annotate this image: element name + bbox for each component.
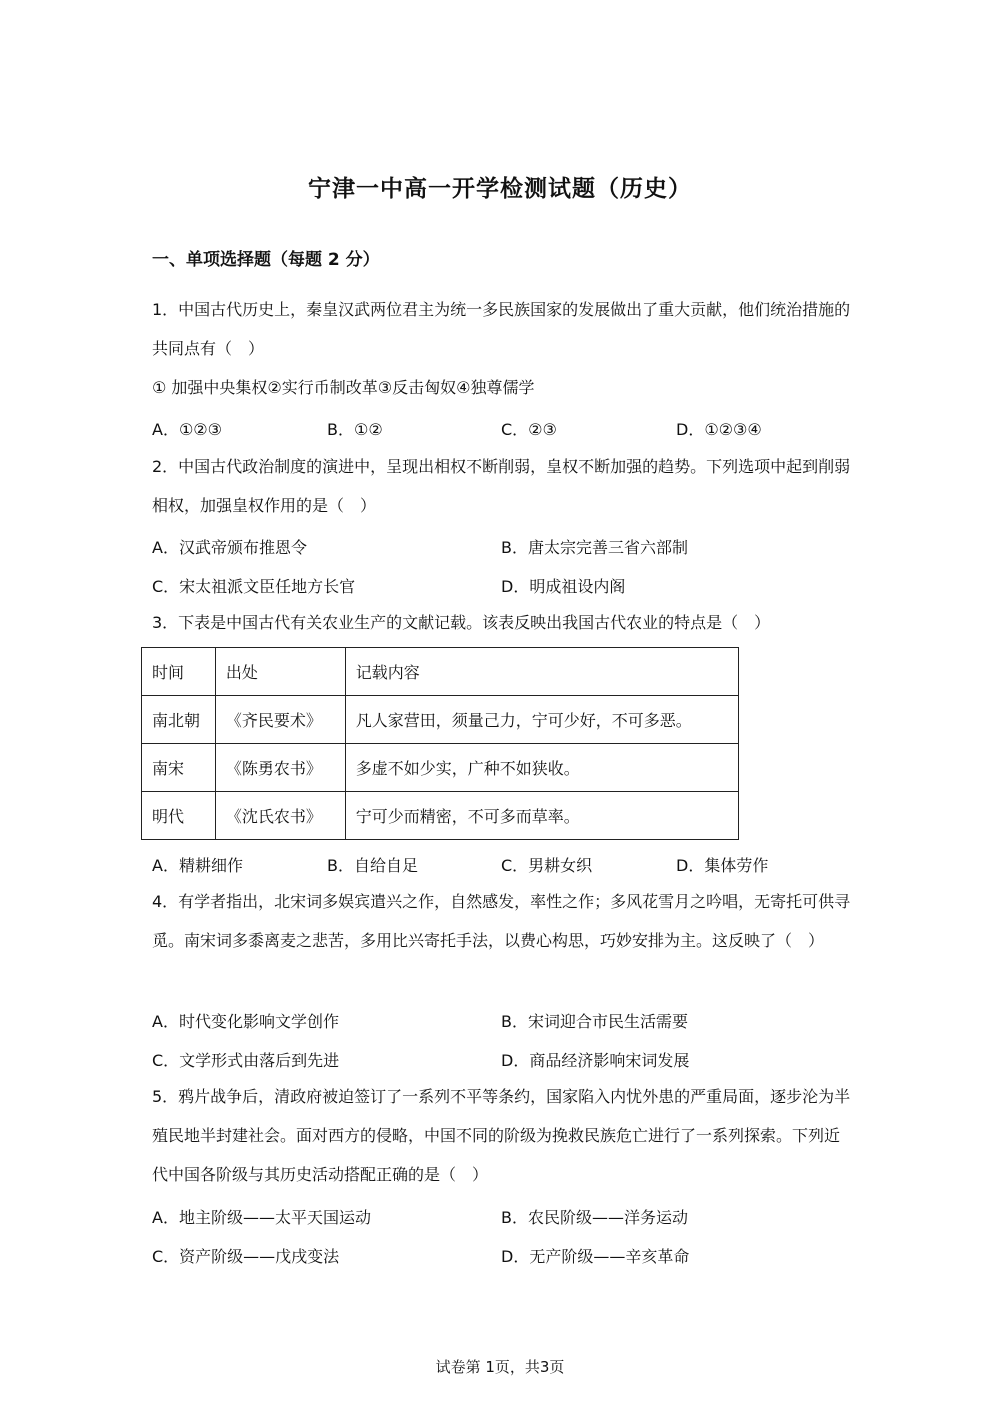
option-d[interactable]: D．集体劳作 [676,856,769,875]
option-b[interactable]: B．自给自足 [327,856,418,875]
page-footer: 试卷第 1页，共3页 [435,1358,565,1376]
table-cell: 南北朝 [142,696,216,744]
page-title: 宁津一中高一开学检测试题（历史） [308,176,692,202]
option-a[interactable]: A．地主阶级——太平天国运动 [152,1208,371,1227]
option-b[interactable]: B．唐太宗完善三省六部制 [501,538,688,557]
table-cell: 凡人家营田，须量己力，宁可少好，不可多恶。 [345,696,738,744]
table-header: 时间 [142,648,216,696]
question-4-options-row-1 [152,1009,852,1039]
question-3-stem: 3．下表是中国古代有关农业生产的文献记载。该表反映出我国古代农业的特点是（ ） [152,613,771,632]
table-row [142,744,739,792]
option-a[interactable]: A．精耕细作 [152,856,243,875]
question-5-options-row-2 [152,1244,852,1274]
table-cell: 《沈氏农书》 [215,792,345,840]
table-header-row [142,648,739,696]
question-5-stem: 5．鸦片战争后，清政府被迫签订了一系列不平等条约，国家陷入内忧外患的严重局面，逐步沦为半殖民地半封建社会。面对西方的侵略，中国不同的阶级为挽救民族危亡进行了一系列探索。下列近代中国各阶级与其历史活动搭配正确的是（ ） [152,1087,851,1184]
question-4-stem: 4．有学者指出，北宋词多娱宾遣兴之作，自然感发，率性之作；多风花雪月之吟唱，无寄托可供寻觅。南宋词多黍离麦之悲苦，多用比兴寄托手法，以费心构思，巧妙安排为主。这反映了（ ） [152,892,851,950]
question-5-options-row-1 [152,1205,852,1235]
question-1-stem: 1．中国古代历史上，秦皇汉武两位君主为统一多民族国家的发展做出了重大贡献，他们统治措施的共同点有（ ） [152,300,851,358]
question-3-options [152,853,852,883]
option-a[interactable]: A．汉武帝颁布推恩令 [152,538,307,557]
option-d[interactable]: D．商品经济影响宋词发展 [501,1051,690,1070]
question-2-options-row-2 [152,574,852,604]
question-1-options [152,417,852,447]
question-2-options-row-1 [152,535,852,565]
table-cell: 多虚不如少实，广种不如狭收。 [345,744,738,792]
option-c[interactable]: C．资产阶级——戊戌变法 [152,1247,340,1266]
option-a[interactable]: A．①②③ [152,420,222,439]
option-a[interactable]: A．时代变化影响文学创作 [152,1012,339,1031]
question-2-stem: 2．中国古代政治制度的演进中，呈现出相权不断削弱，皇权不断加强的趋势。下列选项中起到削弱相权，加强皇权作用的是（ ） [152,457,851,515]
table-header: 出处 [215,648,345,696]
option-d[interactable]: D．无产阶级——辛亥革命 [501,1247,690,1266]
option-c[interactable]: C．文学形式由落后到先进 [152,1051,340,1070]
option-d[interactable]: D．明成祖设内阁 [501,577,626,596]
table-cell: 南宋 [142,744,216,792]
table-row [142,696,739,744]
table-header: 记载内容 [345,648,738,696]
table-cell: 宁可少而精密，不可多而草率。 [345,792,738,840]
table-cell: 《齐民要术》 [215,696,345,744]
option-c[interactable]: C．宋太祖派文臣任地方长官 [152,577,356,596]
option-b[interactable]: B．①② [327,420,383,439]
table-cell: 《陈勇农书》 [215,744,345,792]
option-c[interactable]: C．男耕女织 [501,856,593,875]
option-b[interactable]: B．宋词迎合市民生活需要 [501,1012,688,1031]
question-1-sub: ① 加强中央集权②实行币制改革③反击匈奴④独尊儒学 [152,378,535,397]
table-row [142,792,739,840]
table-cell: 明代 [142,792,216,840]
section-heading: 一、单项选择题（每题 2 分） [152,250,380,270]
option-c[interactable]: C．②③ [501,420,557,439]
question-4-options-row-2 [152,1048,852,1078]
option-b[interactable]: B．农民阶级——洋务运动 [501,1208,688,1227]
records-table [141,647,739,840]
option-d[interactable]: D．①②③④ [676,420,762,439]
